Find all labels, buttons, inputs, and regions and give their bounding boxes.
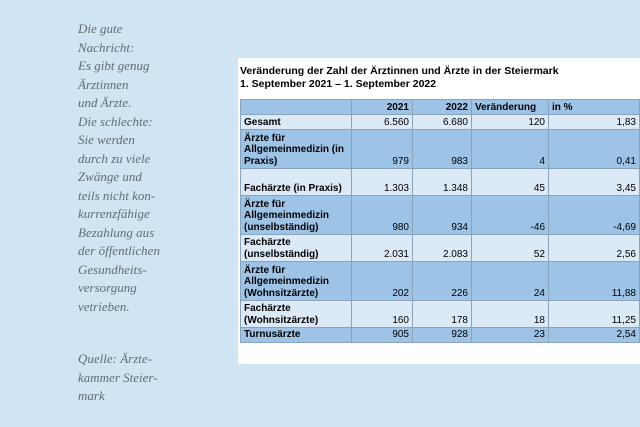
quote-line: teils nicht kon- [78,187,156,203]
cell-2022: 934 [413,196,472,235]
quote-line: und Ärzte. [78,95,132,110]
cell-pct: 0,41 [549,130,640,169]
row-label: Fachärzte (unselbständig) [241,235,352,262]
source-line: Quelle: Ärzte- [78,351,153,366]
table-row [241,235,640,262]
table-row [241,169,640,196]
cell-change: 52 [472,235,549,262]
cell-change: 18 [472,301,549,328]
column-header-pct: in % [549,100,640,115]
quote-line: Nachricht: [78,39,135,55]
cell-2021: 6.560 [352,115,413,130]
cell-2022: 1.348 [413,169,472,196]
table-header-row [241,100,640,115]
cell-change: 23 [472,328,549,343]
table-row [241,196,640,235]
cell-2022: 226 [413,262,472,301]
quote-line: Gesundheits- [78,261,147,277]
quote-line: Die gute [78,21,123,36]
sidebar-quote [78,20,228,406]
quote-line: Es gibt genug [78,58,150,73]
source-line: kammer Steier- [78,369,158,385]
cell-2021: 1.303 [352,169,413,196]
cell-2022: 6.680 [413,115,472,130]
column-header-change: Veränderung [472,100,549,115]
cell-2021: 905 [352,328,413,343]
cell-2021: 160 [352,301,413,328]
row-label: Ärzte für Allgemeinmedizin (unselbständig) [241,196,352,235]
quote-line: Sie werden [78,132,135,147]
cell-2022: 983 [413,130,472,169]
cell-2021: 979 [352,130,413,169]
cell-2021: 2.031 [352,235,413,262]
table-row [241,115,640,130]
quote-line: Zwänge und [78,169,142,184]
table-row [241,130,640,169]
cell-pct: 3,45 [549,169,640,196]
cell-change: 24 [472,262,549,301]
quote-line: vetrieben. [78,298,130,314]
row-label: Fachärzte (in Praxis) [241,169,352,196]
table-row [241,301,640,328]
cell-2022: 178 [413,301,472,328]
row-label: Ärzte für Allgemeinmedizin (Wohnsitzärzte) [241,262,352,301]
column-header-2022: 2022 [413,100,472,115]
table-row [241,262,640,301]
cell-pct: 2,56 [549,235,640,262]
cell-2022: 928 [413,328,472,343]
quote-line: Die schlechte: [78,113,153,129]
table-row [241,328,640,343]
cell-change: -46 [472,196,549,235]
source-note [78,350,228,406]
table-title-line1: Veränderung der Zahl der Ärztinnen und Ärzte in der Steiermark [240,65,559,77]
cell-2021: 202 [352,262,413,301]
column-header-label [241,100,352,115]
cell-pct: 2,54 [549,328,640,343]
quote-line: der öffentlichen [78,243,160,258]
cell-change: 4 [472,130,549,169]
quote-line: kurrenzfähige [78,206,150,221]
cell-change: 120 [472,115,549,130]
cell-2022: 2.083 [413,235,472,262]
cell-2021: 980 [352,196,413,235]
cell-pct: 1,83 [549,115,640,130]
data-table [240,99,640,343]
source-line: mark [78,388,105,403]
quote-line: versorgung [78,280,137,295]
quote-line: Bezahlung aus [78,224,155,240]
cell-change: 45 [472,169,549,196]
table-panel [238,58,640,364]
quote-text [78,20,228,316]
row-label: Fachärzte (Wohnsitzärzte) [241,301,352,328]
row-label: Turnusärzte [241,328,352,343]
table-title [240,65,559,91]
row-label: Gesamt [241,115,352,130]
cell-pct: 11,88 [549,262,640,301]
cell-pct: 11,25 [549,301,640,328]
column-header-2021: 2021 [352,100,413,115]
quote-line: Ärztinnen [78,76,129,92]
table-title-line2: 1. September 2021 – 1. September 2022 [240,78,437,90]
cell-pct: -4,69 [549,196,640,235]
row-label: Ärzte für Allgemeinmedizin (in Praxis) [241,130,352,169]
quote-line: durch zu viele [78,150,151,166]
